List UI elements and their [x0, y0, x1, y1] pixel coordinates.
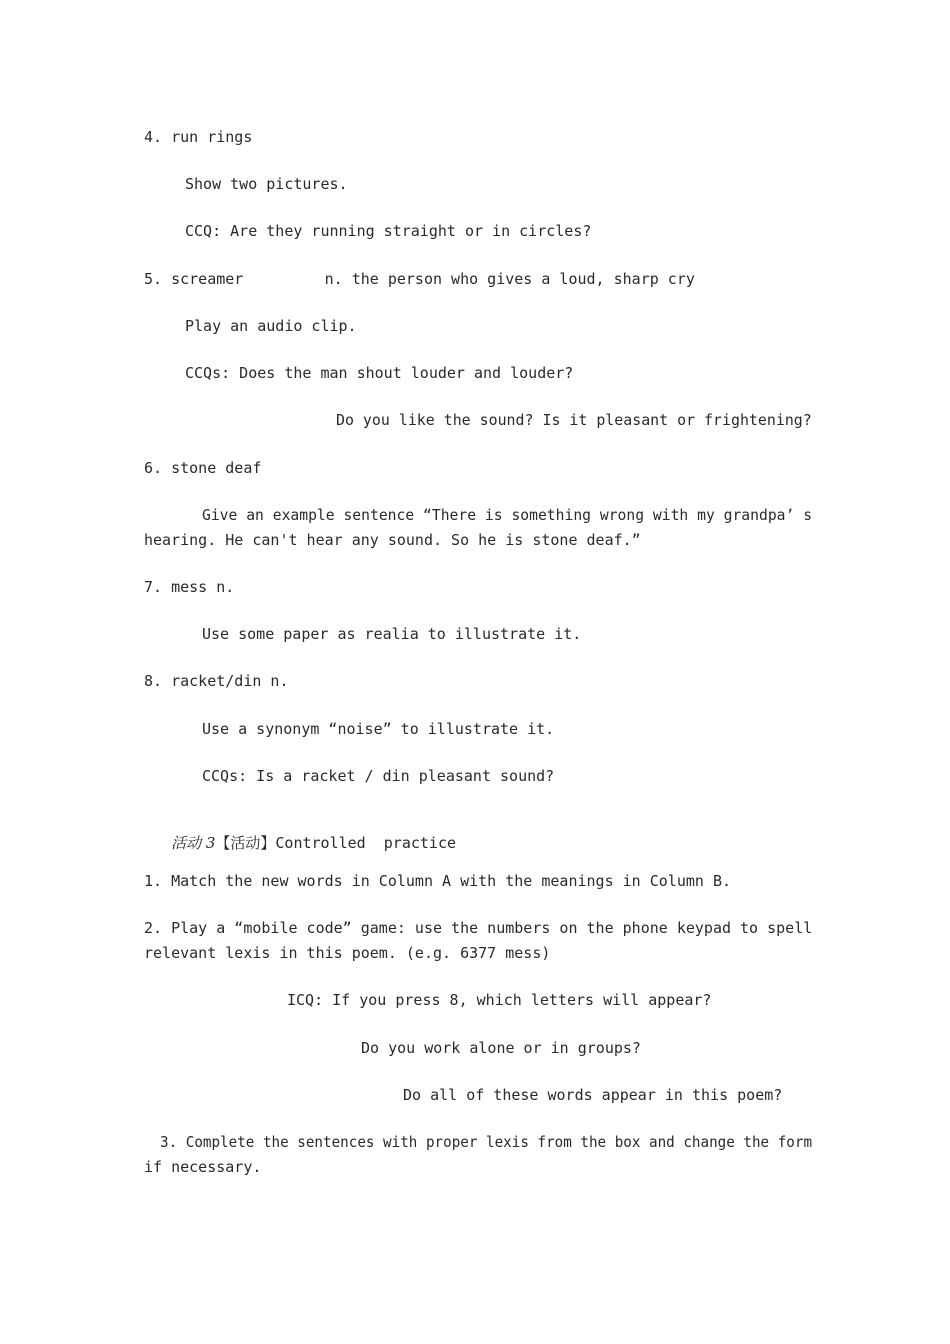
icq-question-2: Do you work alone or in groups? — [361, 1039, 641, 1057]
item-6-title: 6. stone deaf — [144, 459, 262, 477]
item-4-title: 4. run rings — [144, 128, 253, 146]
item-6-line-1: Give an example sentence “There is something wrong with my grandpa’ s — [202, 506, 813, 524]
activity-3-label: 活动 3 — [171, 834, 216, 852]
item-5-line-2: CCQs: Does the man shout louder and louder? — [185, 364, 574, 382]
item-7-title: 7. mess n. — [144, 578, 235, 596]
item-4-line-1: Show two pictures. — [185, 175, 348, 193]
activity-3-heading — [152, 813, 456, 873]
item-8-line-1: Use a synonym “noise” to illustrate it. — [202, 720, 555, 738]
activity-3-title: Controlled practice — [275, 834, 457, 852]
icq-question-3: Do all of these words appear in this poem? — [403, 1086, 783, 1104]
practice-2-line-1: 2. Play a “mobile code” game: use the numbers on the phone keypad to spell — [144, 919, 813, 937]
practice-3-line-2: if necessary. — [144, 1158, 262, 1176]
practice-1: 1. Match the new words in Column A with the meanings in Column B. — [144, 872, 731, 890]
item-8-line-2: CCQs: Is a racket / din pleasant sound? — [202, 767, 555, 785]
icq-question-1: ICQ: If you press 8, which letters will appear? — [287, 991, 712, 1009]
item-4-line-2: CCQ: Are they running straight or in circles? — [185, 222, 592, 240]
item-5-line-3: Do you like the sound? Is it pleasant or frightening? — [336, 411, 812, 429]
practice-2-line-2: relevant lexis in this poem. (e.g. 6377 mess) — [144, 944, 551, 962]
item-5-line-1: Play an audio clip. — [185, 317, 357, 335]
item-6-line-2: hearing. He can't hear any sound. So he is stone deaf.” — [144, 531, 641, 549]
item-8-title: 8. racket/din n. — [144, 672, 289, 690]
item-5-title: 5. screamer n. the person who gives a loud, sharp cry — [144, 270, 695, 288]
practice-3-line-1: 3. Complete the sentences with proper lexis from the box and change the form — [160, 1133, 813, 1151]
item-7-line-1: Use some paper as realia to illustrate it. — [202, 625, 582, 643]
activity-3-bracket: 【活动】 — [215, 834, 276, 852]
